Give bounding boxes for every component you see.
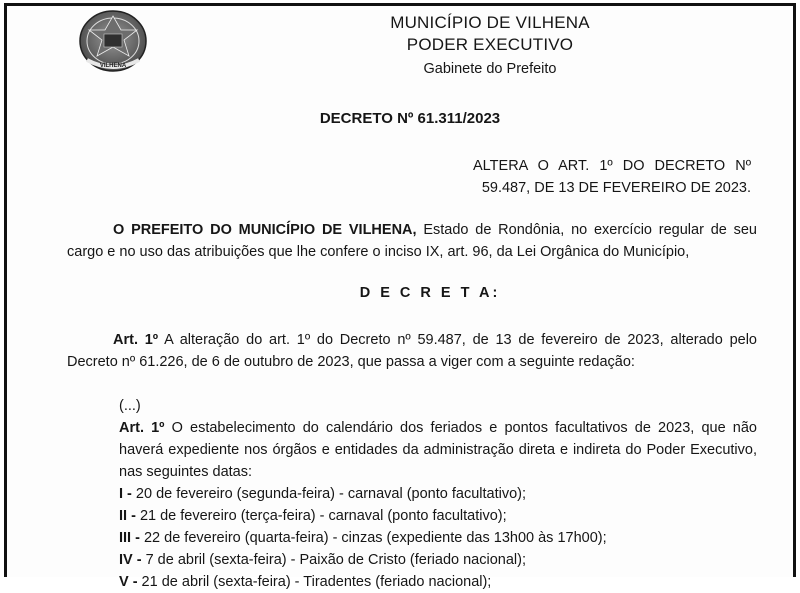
municipality-name: MUNICÍPIO DE VILHENA <box>390 13 590 32</box>
item-number: V - <box>119 574 138 590</box>
list-item <box>119 571 759 593</box>
item-text: 22 de fevereiro (quarta-feira) - cinzas (expediente das 13h00 às 17h00); <box>139 530 607 546</box>
item-text: 21 de fevereiro (terça-feira) - carnaval (ponto facultativo); <box>135 508 507 524</box>
article-1-paragraph <box>67 329 757 373</box>
quoted-article-paragraph <box>119 417 757 483</box>
item-text: 21 de abril (sexta-feira) - Tiradentes (feriado nacional); <box>137 574 492 590</box>
ellipsis: (...) <box>119 398 141 414</box>
list-item <box>119 483 759 505</box>
list-item <box>119 505 759 527</box>
preamble-paragraph <box>67 219 757 263</box>
holiday-list <box>119 483 759 593</box>
list-item <box>119 527 759 549</box>
item-text: 20 de fevereiro (segunda-feira) - carnaval (ponto facultativo); <box>131 486 527 502</box>
svg-text:VILHENA: VILHENA <box>99 63 127 69</box>
decreta-heading: D E C R E T A: <box>359 285 501 301</box>
list-item <box>119 549 759 571</box>
item-number: III - <box>119 530 140 546</box>
office-name: Gabinete do Prefeito <box>423 61 557 77</box>
preamble-bold: O PREFEITO DO MUNICÍPIO DE VILHENA, <box>113 222 417 238</box>
item-number: IV - <box>119 552 142 568</box>
quoted-article-label: Art. 1º <box>119 420 165 436</box>
item-text: 7 de abril (sexta-feira) - Paixão de Cristo (feriado nacional); <box>141 552 526 568</box>
article-1-text: A alteração do art. 1º do Decreto nº 59.487, de 13 de fevereiro de 2023, alterado pelo Decreto nº 61.226, de 6 de outubro de 2023, que passa a viger com a seguinte redação: <box>67 332 757 370</box>
branch-name: PODER EXECUTIVO <box>406 35 574 54</box>
quoted-article-text: O estabelecimento do calendário dos feriados e pontos facultativos de 2023, que não haverá expediente nos órgãos e entidades da administração direta e indireta do Poder Executivo, nas seguintes datas: <box>119 420 757 480</box>
decree-title: DECRETO Nº 61.311/2023 <box>319 110 501 127</box>
item-number: II - <box>119 508 136 524</box>
item-number: I - <box>119 486 132 502</box>
document-page <box>4 3 796 590</box>
decree-summary: ALTERA O ART. 1º DO DECRETO Nº 59.487, DE 13 DE FEVEREIRO DE 2023. <box>473 158 751 196</box>
preamble-text: Estado de Rondônia, no exercício regular de seu cargo e no uso das atribuições que lhe confere o inciso IX, art. 96, da Lei Orgânica do Município, <box>67 222 757 260</box>
article-1-label: Art. 1º <box>113 332 159 348</box>
document-header <box>7 12 793 80</box>
